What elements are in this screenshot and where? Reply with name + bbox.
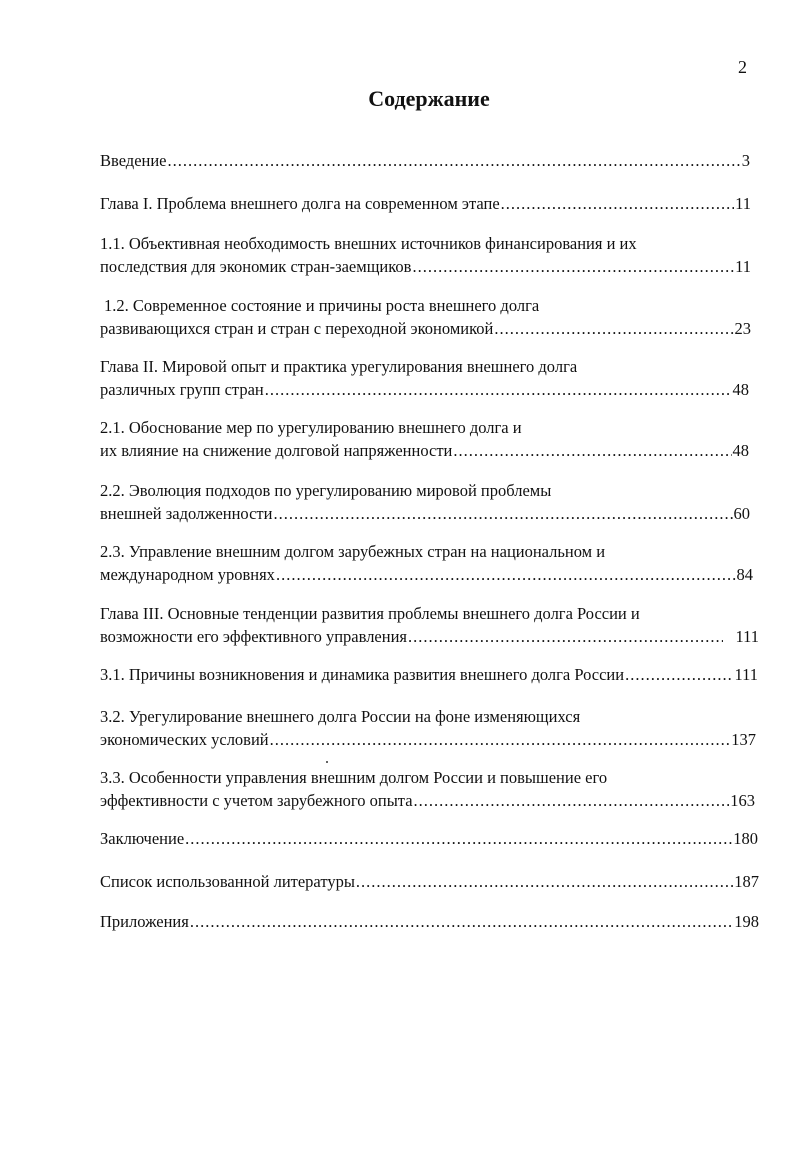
- toc-entry-page: 11: [735, 194, 751, 213]
- toc-leader-dots: [408, 625, 723, 648]
- toc-entry-page: 163: [730, 791, 755, 810]
- toc-entry-text: Введение: [100, 151, 167, 170]
- toc-entry-text: международном уровнях: [100, 565, 275, 584]
- toc-entry-line: [100, 870, 759, 893]
- toc-leader-dots: [356, 870, 733, 893]
- toc-entry-line: [100, 728, 756, 751]
- toc-entry-page: 48: [732, 380, 749, 399]
- toc-entry-text: Приложения: [100, 912, 189, 931]
- toc-entry-text-line: 2.3. Управление внешним долгом зарубежных стран на национальном и: [100, 542, 606, 561]
- toc-entry-page: 198: [734, 912, 759, 931]
- toc-entry-line: [100, 317, 751, 340]
- toc-leader-dots: [501, 192, 734, 215]
- toc-leader-dots: [270, 728, 731, 751]
- toc-entry-line: [100, 625, 759, 648]
- toc-entry-text-line: Глава II. Мировой опыт и практика урегулирования внешнего долга: [100, 357, 578, 376]
- toc-leader-dots: [453, 439, 731, 462]
- toc-entry-text-line: Глава III. Основные тенденции развития проблемы внешнего долга России и: [100, 604, 640, 623]
- toc-entry-chapter-3: [100, 602, 759, 648]
- toc-entry-chapter-1: [100, 192, 751, 215]
- toc-entry-conclusion: [100, 827, 758, 850]
- toc-entry-line: [100, 563, 753, 586]
- toc-entry-chapter-2: [100, 355, 749, 401]
- toc-leader-dots: [265, 378, 732, 401]
- scan-speck: [326, 761, 328, 763]
- toc-entry-text: Глава I. Проблема внешнего долга на современном этапе: [100, 194, 500, 213]
- toc-entry-page: 111: [735, 627, 759, 646]
- page-number: 2: [738, 57, 747, 77]
- toc-entry-introduction: [100, 149, 750, 172]
- toc-entry-text: последствия для экономик стран-заемщиков: [100, 257, 412, 276]
- toc-entry-line: [100, 255, 751, 278]
- toc-entry-page: 187: [734, 872, 759, 891]
- toc-entry-line: [100, 192, 751, 215]
- toc-entry-text-line: 2.1. Обоснование мер по урегулированию внешнего долга и: [100, 418, 522, 437]
- toc-entry-1-1: [100, 232, 751, 278]
- toc-entry-text-line: 3.2. Урегулирование внешнего долга России на фоне изменяющихся: [100, 707, 581, 726]
- toc-entry-text: внешней задолженности: [100, 504, 273, 523]
- toc-entry-page: 11: [735, 257, 751, 276]
- toc-entry-page: 3: [741, 151, 750, 170]
- toc-entry-text-line: 2.2. Эволюция подходов по урегулированию мировой проблемы: [100, 481, 552, 500]
- toc-leader-dots: [494, 317, 733, 340]
- toc-entry-line: [100, 439, 749, 462]
- toc-entry-text-line: 1.2. Современное состояние и причины роста внешнего долга: [104, 296, 540, 315]
- toc-entry-text-line: 1.1. Объективная необходимость внешних источников финансирования и их: [100, 234, 637, 253]
- toc-leader-dots: [414, 789, 730, 812]
- toc-entry-2-3: [100, 540, 753, 586]
- toc-entry-text: развивающихся стран и стран с переходной экономикой: [100, 319, 494, 338]
- toc-entry-appendices: [100, 910, 759, 933]
- toc-entry-text: различных групп стран: [100, 380, 264, 399]
- toc-entry-text-line: 3.3. Особенности управления внешним долгом России и повышение его: [100, 768, 608, 787]
- toc-entry-line: [100, 378, 749, 401]
- toc-entry-line: [100, 502, 750, 525]
- toc-leader-dots: [625, 663, 733, 686]
- toc-entry-page: 111: [734, 665, 758, 684]
- toc-entry-1-2: [100, 294, 751, 340]
- toc-entry-page: 60: [733, 504, 750, 523]
- toc-entry-page: 180: [733, 829, 758, 848]
- toc-leader-dots: [273, 502, 732, 525]
- toc-entry-text: экономических условий: [100, 730, 269, 749]
- toc-leader-dots: [185, 827, 732, 850]
- toc-entry-3-3: [100, 766, 755, 812]
- toc-entry-page: 137: [731, 730, 756, 749]
- toc-entry-line: [100, 827, 758, 850]
- toc-entry-page: 84: [736, 565, 753, 584]
- toc-entry-line: [100, 789, 755, 812]
- toc-entry-page: 23: [734, 319, 751, 338]
- toc-leader-dots: [190, 910, 733, 933]
- toc-entry-2-1: [100, 416, 749, 462]
- toc-leader-dots: [412, 255, 734, 278]
- toc-entry-3-2: [100, 705, 756, 751]
- toc-entry-line: [100, 663, 758, 686]
- toc-leader-dots: [168, 149, 741, 172]
- toc-entry-line: [100, 910, 759, 933]
- toc-entry-bibliography: [100, 870, 759, 893]
- toc-entry-text: их влияние на снижение долговой напряженности: [100, 441, 453, 460]
- toc-entry-2-2: [100, 479, 750, 525]
- toc-entry-text: Список использованной литературы: [100, 872, 355, 891]
- toc-title: Содержание: [368, 86, 490, 111]
- toc-entry-text: 3.1. Причины возникновения и динамика развития внешнего долга России: [100, 665, 625, 684]
- toc-leader-dots: [276, 563, 736, 586]
- toc-entry-line: [100, 149, 750, 172]
- toc-entry-text: возможности его эффективного управления: [100, 627, 407, 646]
- toc-entry-text: эффективности с учетом зарубежного опыта: [100, 791, 413, 810]
- toc-entry-text: Заключение: [100, 829, 185, 848]
- toc-entry-3-1: [100, 663, 758, 686]
- toc-entry-page: 48: [732, 441, 749, 460]
